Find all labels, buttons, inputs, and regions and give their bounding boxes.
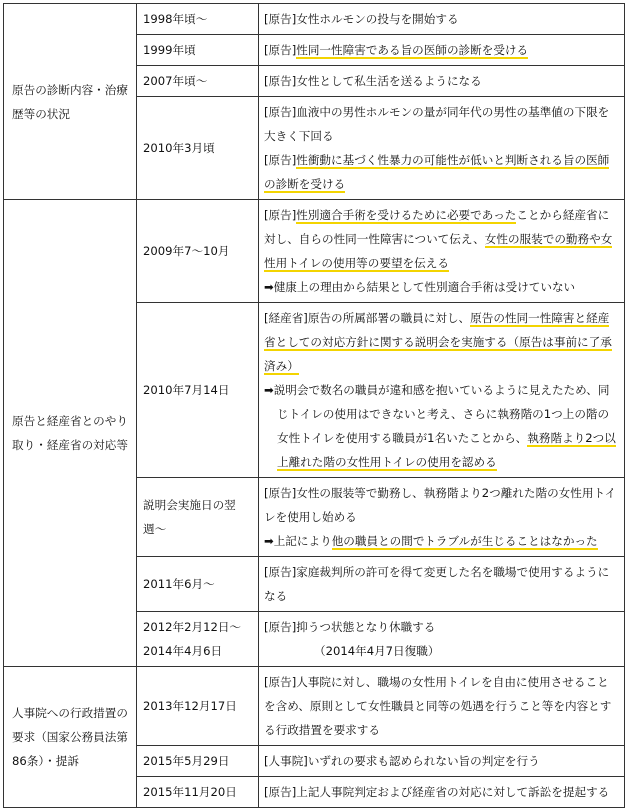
text-segment: [経産省]原告の所属部署の職員に対し、 [264, 311, 471, 325]
event-paragraph [264, 7, 619, 31]
event-description-cell [259, 66, 625, 97]
event-description-cell [259, 557, 625, 612]
date-cell: 2010年3月頃 [137, 97, 259, 200]
date-cell: 2013年12月17日 [137, 667, 259, 746]
highlighted-text: 性同一性障害である旨の医師の診断を受ける [296, 43, 529, 57]
result-paragraph [264, 378, 619, 474]
event-paragraph [264, 560, 619, 608]
table-row [4, 667, 625, 746]
event-description-cell [259, 777, 625, 808]
event-paragraph [264, 481, 619, 529]
highlighted-text: 執務階より2つ以上離れた階の女性用トイレの使用を認める [277, 431, 616, 469]
section-category-cell: 人事院への行政措置の要求（国家公務員法第86条）・提訴 [4, 667, 137, 808]
event-paragraph [264, 670, 619, 742]
event-paragraph [264, 780, 619, 804]
date-cell: 2015年11月20日 [137, 777, 259, 808]
event-paragraph [264, 306, 619, 378]
section-category-cell: 原告の診断内容・治療歴等の状況 [4, 4, 137, 200]
date-cell: 2010年7月14日 [137, 303, 259, 478]
text-segment: ➡上記により [264, 534, 332, 548]
event-description-cell [259, 200, 625, 303]
text-segment: [原告]女性ホルモンの投与を開始する [264, 12, 459, 26]
event-paragraph [264, 38, 619, 62]
text-segment: [原告] [264, 208, 297, 222]
event-description-cell [259, 303, 625, 478]
event-paragraph [264, 69, 619, 93]
date-cell: 2015年5月29日 [137, 746, 259, 777]
highlighted-text: 他の職員との間でトラブルが生じることはなかった [331, 534, 598, 548]
event-paragraph [264, 148, 619, 196]
highlighted-text: 原告の性同一性障害と経産省としての対応方針に関する説明会を実施する（原告は事前に了承済み） [264, 311, 612, 373]
highlighted-text: 性衝動に基づく性暴力の可能性が低いと判断される旨の医師の診断を受ける [264, 153, 610, 191]
text-segment: [原告]女性として私生活を送るようになる [264, 74, 482, 88]
text-segment: [原告]抑うつ状態となり休職する [264, 620, 436, 634]
highlighted-text: 女性の服装での勤務や女性用トイレの使用等の要望を伝える [264, 232, 613, 270]
date-cell: 1998年頃〜 [137, 4, 259, 35]
event-description-cell [259, 35, 625, 66]
event-description-cell [259, 4, 625, 35]
event-paragraph [264, 203, 619, 275]
return-note: （2014年4月7日復職） [314, 644, 440, 658]
text-segment: ➡健康上の理由から結果として性別適合手術は受けていない [264, 280, 576, 294]
text-segment: ことから経産省に対し、自らの性同一性障害について伝え、 [264, 208, 610, 246]
text-segment: [原告]人事院に対し、職場の女性用トイレを自由に使用させることを含め、原則として女性職員と同等の処遇を行うこと等を内容とする行政措置を要求する [264, 675, 612, 737]
event-paragraph [264, 100, 619, 148]
text-segment: ➡説明会で数名の職員が違和感を抱いているように見えたため、同じトイレの使用はできないと考え、さらに執務階の1つ上の階の女性トイレを使用する職員が1名いたことから、 [264, 383, 610, 445]
text-segment: [原告]女性の服装等で勤務し、執務階より2つ離れた階の女性用トイレを使用し始める [264, 486, 617, 524]
text-segment: [原告] [264, 43, 297, 57]
event-description-cell [259, 746, 625, 777]
timeline-body [4, 4, 625, 808]
text-segment: [原告]血液中の男性ホルモンの量が同年代の男性の基準値の下限を大きく下回る [264, 105, 610, 143]
text-segment: [原告]上記人事院判定および経産省の対応に対して訴訟を提起する [264, 785, 610, 799]
date-cell: 2007年頃〜 [137, 66, 259, 97]
result-paragraph [264, 275, 619, 299]
text-segment: [人事院]いずれの要求も認められない旨の判定を行う [264, 754, 540, 768]
date-cell: 1999年頃 [137, 35, 259, 66]
text-segment: [原告] [264, 153, 297, 167]
event-description-cell [259, 612, 625, 667]
highlighted-text: 性別適合手術を受けるために必要であった [296, 208, 517, 222]
date-cell: 2009年7〜10月 [137, 200, 259, 303]
section-category-cell: 原告と経産省とのやり取り・経産省の対応等 [4, 200, 137, 667]
text-segment: [原告]家庭裁判所の許可を得て変更した名を職場で使用するようになる [264, 565, 610, 603]
date-cell: 2012年2月12日〜2014年4月6日 [137, 612, 259, 667]
event-description-cell [259, 667, 625, 746]
event-paragraph [264, 749, 619, 773]
date-cell: 説明会実施日の翌週〜 [137, 478, 259, 557]
result-paragraph [264, 529, 619, 553]
date-cell: 2011年6月〜 [137, 557, 259, 612]
table-row [4, 200, 625, 303]
event-paragraph [264, 615, 619, 639]
timeline-table [3, 3, 625, 808]
event-description-cell [259, 97, 625, 200]
table-row [4, 4, 625, 35]
event-description-cell [259, 478, 625, 557]
